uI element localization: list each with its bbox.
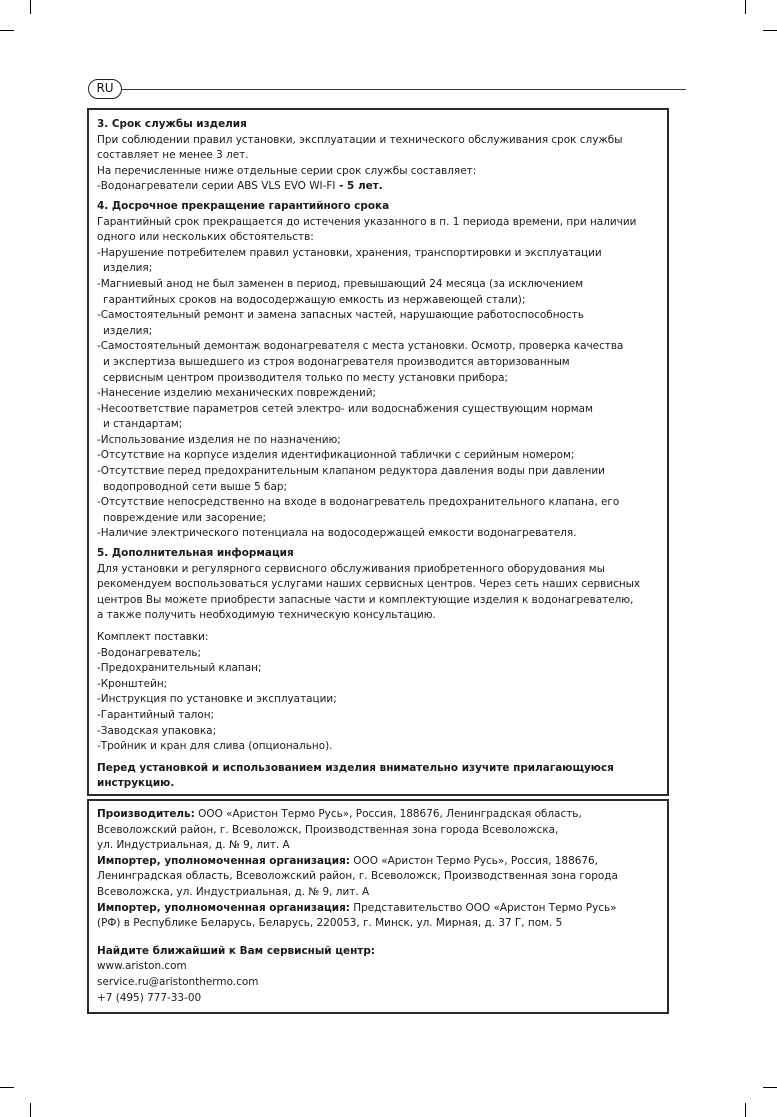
paragraph-line: При соблюдении правил установки, эксплуатации и технического обслуживания срок службы <box>97 133 623 146</box>
phone-number[interactable]: +7 (495) 777-33-00 <box>97 991 202 1004</box>
kit-item: -Заводская упаковка; <box>97 724 217 737</box>
list-item: -Самостоятельный демонтаж водонагревателя с места установки. Осмотр, проверка качества <box>97 340 624 353</box>
paragraph-line: одного или нескольких обстоятельств: <box>97 231 314 244</box>
section-4-title: 4. Досрочное прекращение гарантийного срока <box>97 199 390 212</box>
list-item: -Наличие электрического потенциала на водосодержащей емкости водонагревателя. <box>97 527 577 540</box>
address-line: ул. Индустриальная, д. № 9, лит. А <box>97 839 290 852</box>
paragraph-line: а также получить необходимую техническую консультацию. <box>97 609 436 622</box>
list-item-continuation: гарантийных сроков на водосодержащую емкость из нержавеющей стали); <box>103 293 526 306</box>
service-life-series-line <box>97 179 659 195</box>
crop-mark <box>0 1087 14 1088</box>
kit-item: -Предохранительный клапан; <box>97 662 262 675</box>
contacts-box <box>87 799 669 1014</box>
crop-mark <box>30 0 31 14</box>
kit-item: -Тройник и кран для слива (опционально). <box>97 740 333 753</box>
address-line: Всеволожский район, г. Всеволожск, Производственная зона города Всеволожска, <box>97 823 559 836</box>
kit-title: Комплект поставки: <box>97 631 209 643</box>
list-item: -Отсутствие на корпусе изделия идентификационной таблички с серийным номером; <box>97 449 575 462</box>
list-item: -Магниевый анод не был заменен в период, превышающий 24 месяца (за исключением <box>97 277 584 290</box>
list-item: -Самостоятельный ремонт и замена запасных частей, нарушающие работоспособность <box>97 309 584 322</box>
section-5-title: 5. Дополнительная информация <box>97 547 294 560</box>
crop-mark <box>0 30 14 31</box>
importer-label: Импортер, уполномоченная организация: <box>97 901 350 914</box>
list-item: -Отсутствие перед предохранительным клапаном редуктора давления воды при давлении <box>97 465 605 478</box>
crop-mark <box>745 0 746 14</box>
series-name: -Водонагреватели серии ABS VLS EVO WI-FI <box>97 180 336 193</box>
kit-item: -Кронштейн; <box>97 677 168 690</box>
website-link[interactable]: www.ariston.com <box>97 960 187 973</box>
crop-mark <box>763 1087 777 1088</box>
paragraph-line: Для установки и регулярного сервисного обслуживания приобретенного оборудования мы <box>97 562 605 575</box>
kit-item: -Водонагреватель; <box>97 646 202 659</box>
paragraph-line: На перечисленные ниже отдельные серии срок службы составляет: <box>97 164 477 177</box>
address-line: Ленинградская область, Всеволожский район, г. Всеволожск, Производственная зона города <box>97 870 618 883</box>
importer-belarus-line: Импортер, уполномоченная организация: Представительство ООО «Аристон Термо Русь» <box>97 901 617 914</box>
language-badge: RU <box>88 79 122 99</box>
series-service-life: - 5 лет. <box>335 180 383 193</box>
section-3-title: 3. Срок службы изделия <box>97 118 247 130</box>
service-center-title: Найдите ближайший к Вам сервисный центр: <box>97 944 375 957</box>
crop-mark <box>745 1103 746 1117</box>
list-item-continuation: водопроводной сети выше 5 бар; <box>103 480 287 493</box>
kit-item: -Инструкция по установке и эксплуатации; <box>97 693 337 706</box>
paragraph-line: центров Вы можете приобрести запасные части и комплектующие изделия к водонагревателю, <box>97 593 634 606</box>
list-item-continuation: и экспертиза вышедшего из строя водонагревателя производится авторизованным <box>103 355 570 368</box>
warning-text: инструкцию. <box>97 777 175 790</box>
list-item-continuation: сервисным центром производителя только по месту установки прибора; <box>103 371 509 384</box>
paragraph-line: рекомендуем воспользоваться услугами наших сервисных центров. Через сеть наших сервисных <box>97 578 641 591</box>
email-link[interactable]: service.ru@aristonthermo.com <box>97 975 259 988</box>
manufacturer-label: Производитель: <box>97 808 195 820</box>
list-item-continuation: повреждение или засорение; <box>103 511 267 524</box>
list-item: -Несоответствие параметров сетей электро- или водоснабжения существующим нормам <box>97 402 593 415</box>
list-item-continuation: изделия; <box>103 324 153 337</box>
warning-text: Перед установкой и использованием изделия внимательно изучите прилагающуюся <box>97 761 614 774</box>
paragraph-line: Гарантийный срок прекращается до истечения указанного в п. 1 периода времени, при наличии <box>97 215 637 228</box>
address-line: Всеволожска, ул. Индустриальная, д. № 9, лит. А <box>97 885 370 898</box>
address-line: (РФ) в Республике Беларусь, Беларусь, 220053, г. Минск, ул. Мирная, д. 37 Г, пом. 5 <box>97 917 563 930</box>
importer-label: Импортер, уполномоченная организация: <box>97 854 350 867</box>
header-rule <box>120 89 686 90</box>
list-item-continuation: и стандартам; <box>103 418 183 431</box>
warranty-info-box <box>87 108 669 796</box>
list-item-continuation: изделия; <box>103 262 153 275</box>
list-item: -Отсутствие непосредственно на входе в водонагреватель предохранительного клапана, его <box>97 496 620 509</box>
manufacturer-line: Производитель: ООО «Аристон Термо Русь», Россия, 188676, Ленинградская область, <box>97 808 582 820</box>
importer-line: Импортер, уполномоченная организация: ООО «Аристон Термо Русь», Россия, 188676, <box>97 854 598 867</box>
crop-mark <box>30 1103 31 1117</box>
crop-mark <box>763 30 777 31</box>
list-item: -Нанесение изделию механических повреждений; <box>97 387 377 400</box>
list-item: -Нарушение потребителем правил установки, хранения, транспортировки и эксплуатации <box>97 246 602 259</box>
list-item: -Использование изделия не по назначению; <box>97 433 341 446</box>
kit-item: -Гарантийный талон; <box>97 708 215 721</box>
paragraph-line: составляет не менее 3 лет. <box>97 149 249 162</box>
